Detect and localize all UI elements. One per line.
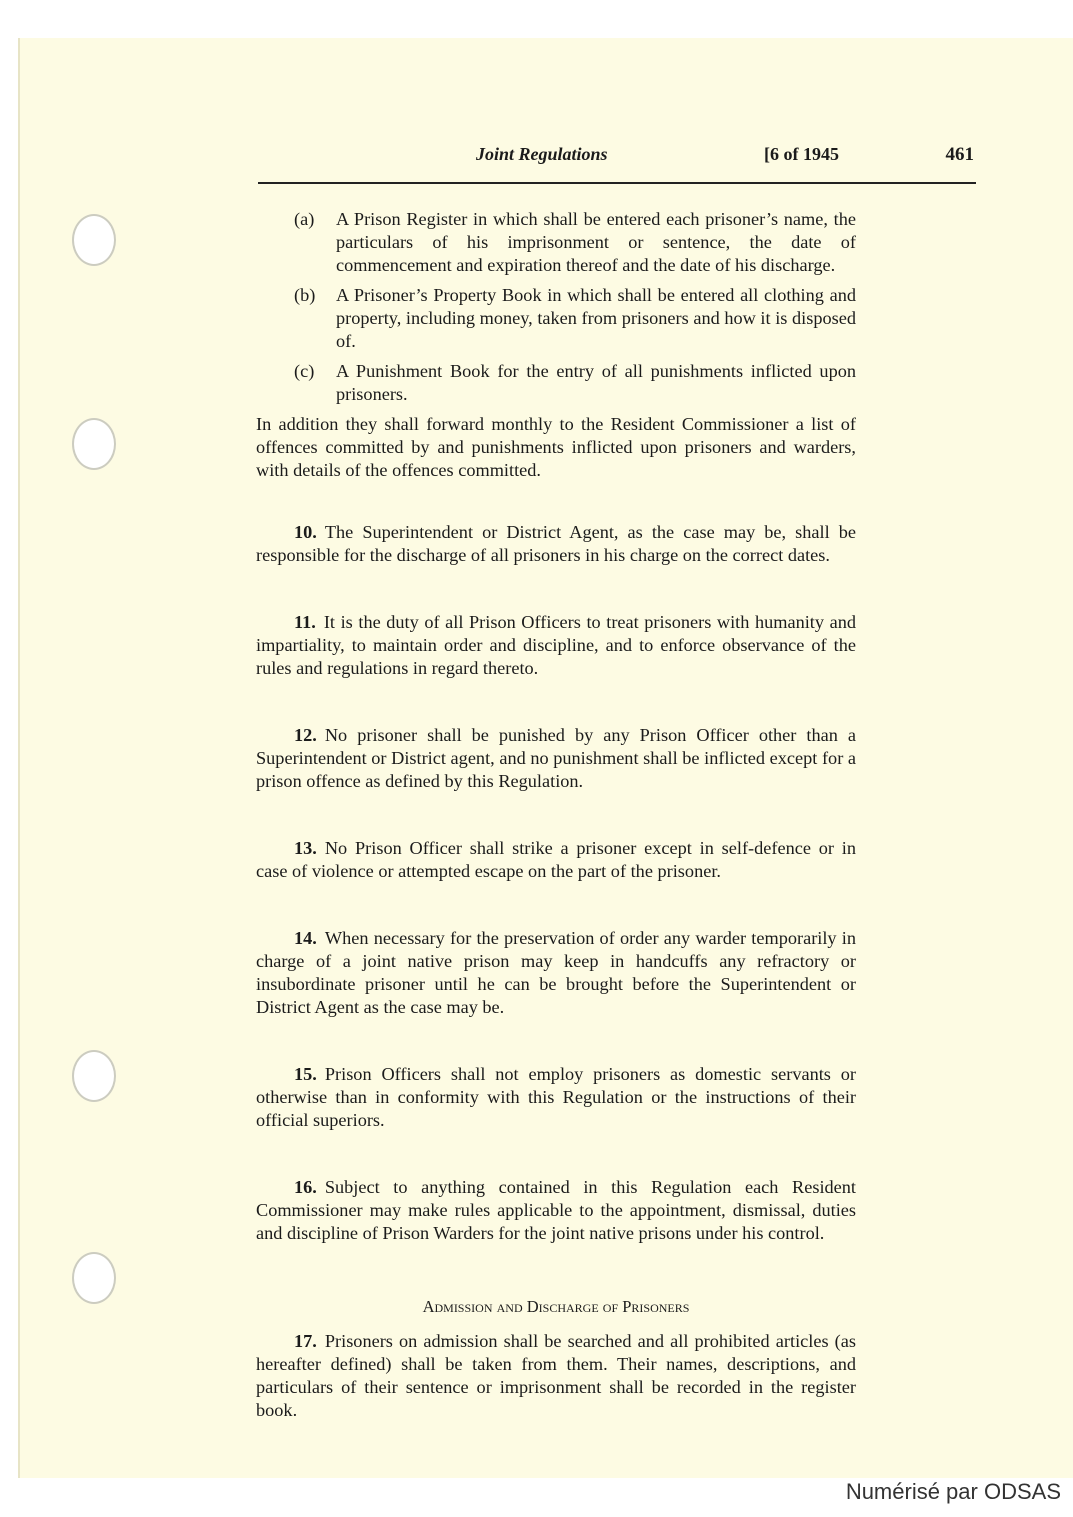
section-text: No prisoner shall be punished by any Prison Officer other than a Superintendent or District agent, and no punishment shall be inflicted except for a prison offence as defined by this Regulation. [256,725,856,791]
section-10 [256,521,856,567]
section-number: 14. [294,928,317,948]
section-15 [256,1063,856,1132]
list-item-text: A Punishment Book for the entry of all punishments inflicted upon prisoners. [336,361,856,404]
page-number: 461 [945,144,974,165]
section-text: Prisoners on admission shall be searched and all prohibited articles (as hereafter defined) shall be taken from them. Their names, descriptions, and particulars of their sentence or imprisonment shall be recorded in the register book. [256,1331,856,1420]
running-title: Joint Regulations [476,144,608,164]
section-text: No Prison Officer shall strike a prisoner except in self-defence or in case of violence or attempted escape on the part of the prisoner. [256,838,856,881]
section-text: When necessary for the preservation of order any warder temporarily in charge of a joint native prison may keep in handcuffs any refractory or insubordinate prisoner until he can be brought before the Superintendent or District Agent as the case may be. [256,928,856,1017]
list-item-label: (a) [294,209,315,229]
section-16 [256,1176,856,1245]
page-body [256,208,856,1422]
punch-hole [72,418,116,470]
section-11 [256,611,856,680]
section-number: 17. [294,1331,317,1351]
section-text: Subject to anything contained in this Regulation each Resident Commissioner may make rules applicable to the appointment, dismissal, duties and discipline of Prison Warders for the joint native prisons under his control. [256,1177,856,1243]
list-item [294,208,856,277]
section-14 [256,927,856,1019]
punch-hole [72,1252,116,1304]
intro-paragraph: In addition they shall forward monthly to the Resident Commissioner a list of offences committed by and punishments inflicted upon prisoners and warders, with details of the offences committed. [256,414,856,480]
section-text: Prison Officers shall not employ prisoners as domestic servants or otherwise than in conformity with this Regulation or the instructions of their official superiors. [256,1064,856,1130]
list-item [294,284,856,353]
section-13 [256,837,856,883]
list-item-label: (b) [294,285,316,305]
digitization-watermark: Numérisé par ODSAS [845,1479,1061,1504]
section-number: 15. [294,1064,317,1084]
section-number: 12. [294,725,317,745]
section-text: The Superintendent or District Agent, as the case may be, shall be responsible for the discharge of all prisoners in his charge on the correct dates. [256,522,856,565]
punch-hole [72,214,116,266]
section-12 [256,724,856,793]
list-item-text: A Prisoner’s Property Book in which shall be entered all clothing and property, including money, taken from prisoners and how it is disposed of. [336,285,856,351]
page-header [258,142,976,184]
regulation-reference: [6 of 1945 [764,144,839,164]
section-number: 11. [294,612,316,632]
section-number: 13. [294,838,317,858]
list-item-text: A Prison Register in which shall be entered each prisoner’s name, the particulars of his imprisonment or sentence, the date of commencement and expiration thereof and the date of his discharge. [336,209,856,275]
section-17 [256,1330,856,1422]
list-item [294,360,856,406]
section-number: 16. [294,1177,317,1197]
section-heading: Admission and Discharge of Prisoners [422,1297,690,1316]
punch-hole [72,1050,116,1102]
section-text: It is the duty of all Prison Officers to treat prisoners with humanity and impartiality, to maintain order and discipline, and to enforce observance of the rules and regulations in regard thereto. [256,612,856,678]
section-number: 10. [294,522,317,542]
list-item-label: (c) [294,361,315,381]
